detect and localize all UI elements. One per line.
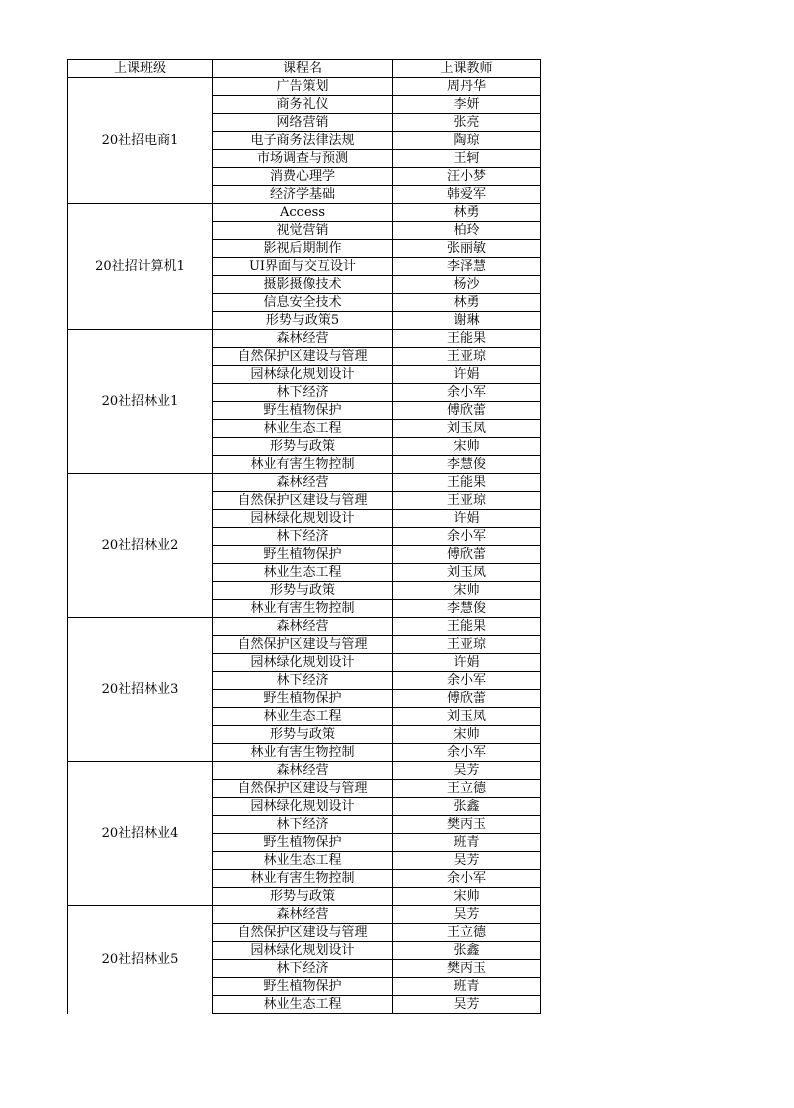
table-row — [68, 618, 541, 636]
teacher-cell: 吴芳 — [393, 906, 541, 924]
course-cell: 野生植物保护 — [213, 402, 393, 420]
course-cell: 林业有害生物控制 — [213, 600, 393, 618]
teacher-cell: 傅欣蕾 — [393, 690, 541, 708]
teacher-cell: 王能果 — [393, 618, 541, 636]
teacher-cell: 王立德 — [393, 780, 541, 798]
teacher-cell: 吴芳 — [393, 996, 541, 1014]
teacher-cell: 宋帅 — [393, 438, 541, 456]
table-row — [68, 474, 541, 492]
teacher-cell: 余小军 — [393, 384, 541, 402]
course-cell: 消费心理学 — [213, 168, 393, 186]
course-cell: 形势与政策 — [213, 582, 393, 600]
teacher-cell: 刘玉凤 — [393, 564, 541, 582]
course-cell: 影视后期制作 — [213, 240, 393, 258]
teacher-cell: 宋帅 — [393, 888, 541, 906]
teacher-cell: 张鑫 — [393, 942, 541, 960]
course-cell: 林业有害生物控制 — [213, 456, 393, 474]
course-cell: 视觉营销 — [213, 222, 393, 240]
header-row — [68, 60, 541, 78]
class-cell: 20社招林业5 — [68, 906, 213, 1014]
course-cell: 自然保护区建设与管理 — [213, 924, 393, 942]
class-cell: 20社招林业2 — [68, 474, 213, 618]
teacher-cell: 韩爱军 — [393, 186, 541, 204]
course-cell: 林业生态工程 — [213, 564, 393, 582]
class-cell: 20社招电商1 — [68, 78, 213, 204]
teacher-cell: 李泽慧 — [393, 258, 541, 276]
course-cell: 形势与政策 — [213, 888, 393, 906]
table-row — [68, 762, 541, 780]
table-row — [68, 78, 541, 96]
course-cell: UI界面与交互设计 — [213, 258, 393, 276]
teacher-cell: 王亚琼 — [393, 492, 541, 510]
teacher-cell: 傅欣蕾 — [393, 402, 541, 420]
class-cell: 20社招计算机1 — [68, 204, 213, 330]
teacher-cell: 李妍 — [393, 96, 541, 114]
course-cell: 自然保护区建设与管理 — [213, 492, 393, 510]
teacher-cell: 宋帅 — [393, 726, 541, 744]
course-cell: 园林绿化规划设计 — [213, 510, 393, 528]
table-row — [68, 330, 541, 348]
course-cell: 林下经济 — [213, 528, 393, 546]
teacher-cell: 刘玉凤 — [393, 420, 541, 438]
course-cell: 林业有害生物控制 — [213, 744, 393, 762]
course-cell: 经济学基础 — [213, 186, 393, 204]
course-cell: 自然保护区建设与管理 — [213, 348, 393, 366]
teacher-cell: 王轲 — [393, 150, 541, 168]
teacher-cell: 林勇 — [393, 294, 541, 312]
table-body — [68, 78, 541, 1014]
course-cell: 林下经济 — [213, 960, 393, 978]
teacher-cell: 王能果 — [393, 474, 541, 492]
course-cell: 形势与政策 — [213, 438, 393, 456]
table-row — [68, 204, 541, 222]
course-cell: 信息安全技术 — [213, 294, 393, 312]
course-cell: 园林绿化规划设计 — [213, 798, 393, 816]
course-cell: 林下经济 — [213, 384, 393, 402]
teacher-cell: 许娟 — [393, 654, 541, 672]
teacher-cell: 陶琼 — [393, 132, 541, 150]
course-cell: 园林绿化规划设计 — [213, 654, 393, 672]
course-cell: 电子商务法律法规 — [213, 132, 393, 150]
header-course: 课程名 — [213, 60, 393, 78]
teacher-cell: 杨沙 — [393, 276, 541, 294]
course-cell: 网络营销 — [213, 114, 393, 132]
course-cell: 林业有害生物控制 — [213, 870, 393, 888]
course-cell: 市场调查与预测 — [213, 150, 393, 168]
teacher-cell: 吴芳 — [393, 852, 541, 870]
course-cell: 摄影摄像技术 — [213, 276, 393, 294]
course-cell: 野生植物保护 — [213, 978, 393, 996]
teacher-cell: 余小军 — [393, 870, 541, 888]
course-cell: 森林经营 — [213, 330, 393, 348]
table-row — [68, 906, 541, 924]
course-cell: 广告策划 — [213, 78, 393, 96]
class-cell: 20社招林业4 — [68, 762, 213, 906]
course-cell: 形势与政策 — [213, 726, 393, 744]
teacher-cell: 王亚琼 — [393, 636, 541, 654]
teacher-cell: 谢琳 — [393, 312, 541, 330]
class-cell: 20社招林业3 — [68, 618, 213, 762]
course-cell: 野生植物保护 — [213, 690, 393, 708]
course-cell: 野生植物保护 — [213, 546, 393, 564]
teacher-cell: 张丽敏 — [393, 240, 541, 258]
course-cell: 森林经营 — [213, 762, 393, 780]
teacher-cell: 周丹华 — [393, 78, 541, 96]
teacher-cell: 林勇 — [393, 204, 541, 222]
teacher-cell: 李慧俊 — [393, 600, 541, 618]
teacher-cell: 许娟 — [393, 366, 541, 384]
course-cell: 林业生态工程 — [213, 420, 393, 438]
teacher-cell: 张亮 — [393, 114, 541, 132]
teacher-cell: 张鑫 — [393, 798, 541, 816]
teacher-cell: 樊丙玉 — [393, 960, 541, 978]
teacher-cell: 柏玲 — [393, 222, 541, 240]
teacher-cell: 班青 — [393, 834, 541, 852]
course-cell: Access — [213, 204, 393, 222]
course-cell: 林下经济 — [213, 672, 393, 690]
course-cell: 形势与政策5 — [213, 312, 393, 330]
class-cell: 20社招林业1 — [68, 330, 213, 474]
teacher-cell: 班青 — [393, 978, 541, 996]
course-cell: 林业生态工程 — [213, 852, 393, 870]
course-cell: 森林经营 — [213, 906, 393, 924]
teacher-cell: 吴芳 — [393, 762, 541, 780]
teacher-cell: 樊丙玉 — [393, 816, 541, 834]
course-assignment-table — [67, 59, 541, 1014]
course-cell: 园林绿化规划设计 — [213, 942, 393, 960]
teacher-cell: 余小军 — [393, 528, 541, 546]
course-cell: 自然保护区建设与管理 — [213, 636, 393, 654]
teacher-cell: 王亚琼 — [393, 348, 541, 366]
teacher-cell: 余小军 — [393, 672, 541, 690]
teacher-cell: 傅欣蕾 — [393, 546, 541, 564]
header-class: 上课班级 — [68, 60, 213, 78]
teacher-cell: 王立德 — [393, 924, 541, 942]
course-cell: 森林经营 — [213, 618, 393, 636]
course-cell: 林业生态工程 — [213, 996, 393, 1014]
course-cell: 商务礼仪 — [213, 96, 393, 114]
teacher-cell: 宋帅 — [393, 582, 541, 600]
course-cell: 野生植物保护 — [213, 834, 393, 852]
teacher-cell: 王能果 — [393, 330, 541, 348]
teacher-cell: 汪小梦 — [393, 168, 541, 186]
header-teacher: 上课教师 — [393, 60, 541, 78]
teacher-cell: 刘玉凤 — [393, 708, 541, 726]
course-cell: 园林绿化规划设计 — [213, 366, 393, 384]
teacher-cell: 余小军 — [393, 744, 541, 762]
course-cell: 自然保护区建设与管理 — [213, 780, 393, 798]
course-cell: 林业生态工程 — [213, 708, 393, 726]
teacher-cell: 李慧俊 — [393, 456, 541, 474]
teacher-cell: 许娟 — [393, 510, 541, 528]
course-cell: 林下经济 — [213, 816, 393, 834]
course-cell: 森林经营 — [213, 474, 393, 492]
